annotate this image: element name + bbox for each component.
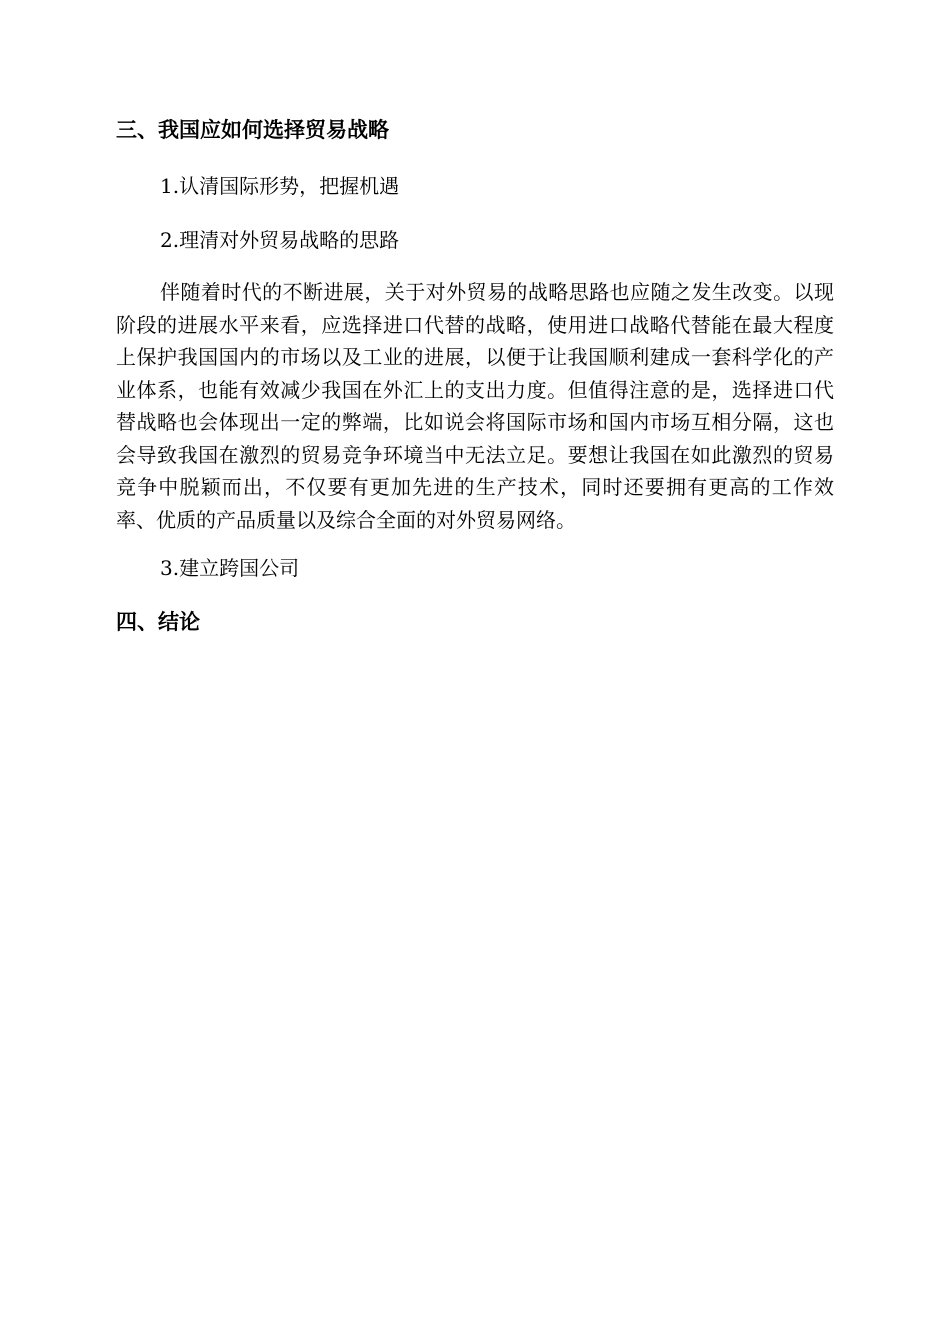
section-heading-4: 四、结论 bbox=[116, 610, 200, 634]
subsection-heading-1: 1.认清国际形势，把握机遇 bbox=[160, 174, 400, 198]
subsection-heading-2: 2.理清对外贸易战略的思路 bbox=[160, 228, 400, 252]
body-paragraph: 伴随着时代的不断进展，关于对外贸易的战略思路也应随之发生改变。以现阶段的进展水平来看，应选择进口代替的战略，使用进口战略代替能在最大程度上保护我国国内的市场以及工业的进展，以便于让我国顺利建成一套科学化的产业体系，也能有效减少我国在外汇上的支出力度。但值得注意的是，选择进口代替战略也会体现出一定的弊端，比如说会将国际市场和国内市场互相分隔，这也会导致我国在激烈的贸易竞争环境当中无法立足。要想让我国在如此激烈的贸易竞争中脱颖而出，不仅要有更加先进的生产技术，同时还要拥有更高的工作效率、优质的产品质量以及综合全面的对外贸易网络。 bbox=[116, 280, 834, 532]
section-heading-3: 三、我国应如何选择贸易战略 bbox=[116, 118, 389, 142]
document-body bbox=[116, 112, 834, 640]
subsection-heading-3: 3.建立跨国公司 bbox=[160, 556, 300, 580]
